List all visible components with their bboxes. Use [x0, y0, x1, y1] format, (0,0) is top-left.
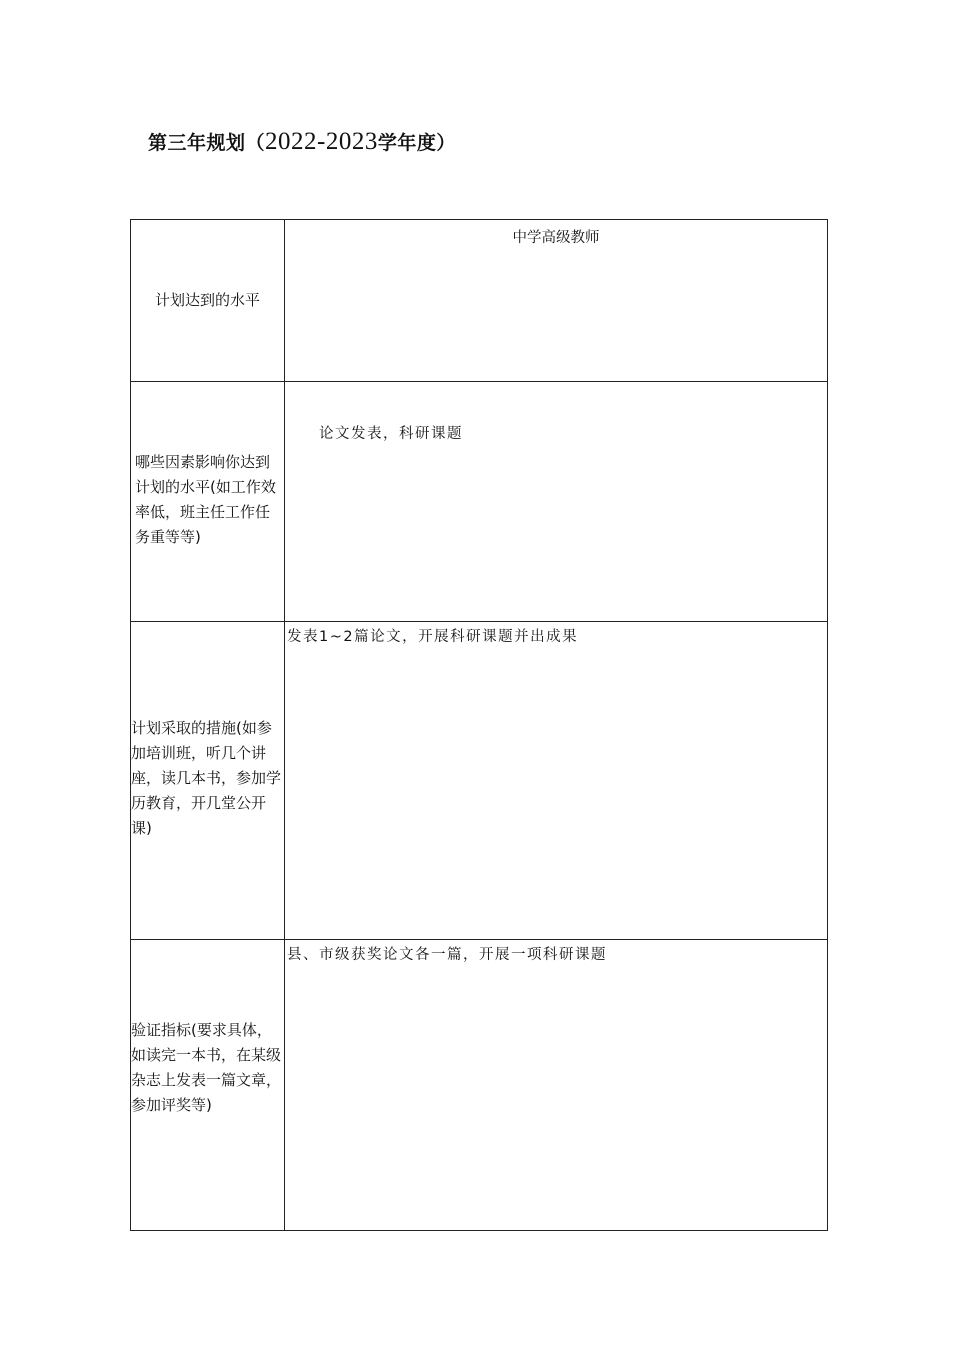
content-cell	[285, 940, 828, 1231]
row-label: 验证指标(要求具体，如读完一本书，在某级杂志上发表一篇文章，参加评奖等)	[131, 1021, 282, 1114]
title-years: 2022-2023	[265, 128, 378, 155]
label-cell	[131, 622, 285, 940]
row-content: 论文发表，科研课题	[319, 426, 463, 442]
row-label: 计划采取的措施(如参加培训班，听几个讲座，读几本书，参加学历教育，开几堂公开课)	[131, 719, 282, 837]
content-cell	[285, 220, 828, 382]
title-suffix: 学年度）	[377, 132, 456, 154]
label-cell	[131, 382, 285, 622]
table-row	[131, 382, 828, 622]
label-cell	[131, 940, 285, 1231]
row-label: 计划达到的水平	[154, 291, 260, 309]
plan-table	[130, 219, 828, 1231]
page-title	[148, 128, 456, 156]
row-content: 中学高级教师	[512, 230, 600, 246]
content-cell	[285, 622, 828, 940]
row-label: 哪些因素影响你达到计划的水平(如工作效率低，班主任工作任务重等等)	[135, 453, 276, 546]
content-cell	[285, 382, 828, 622]
row-content: 县、市级获奖论文各一篇，开展一项科研课题	[287, 947, 607, 963]
table-row	[131, 622, 828, 940]
label-cell	[131, 220, 285, 382]
table-row	[131, 940, 828, 1231]
table-row	[131, 220, 828, 382]
row-content: 发表1~2篇论文，开展科研课题并出成果	[287, 629, 579, 645]
title-prefix: 第三年规划（	[148, 132, 266, 154]
